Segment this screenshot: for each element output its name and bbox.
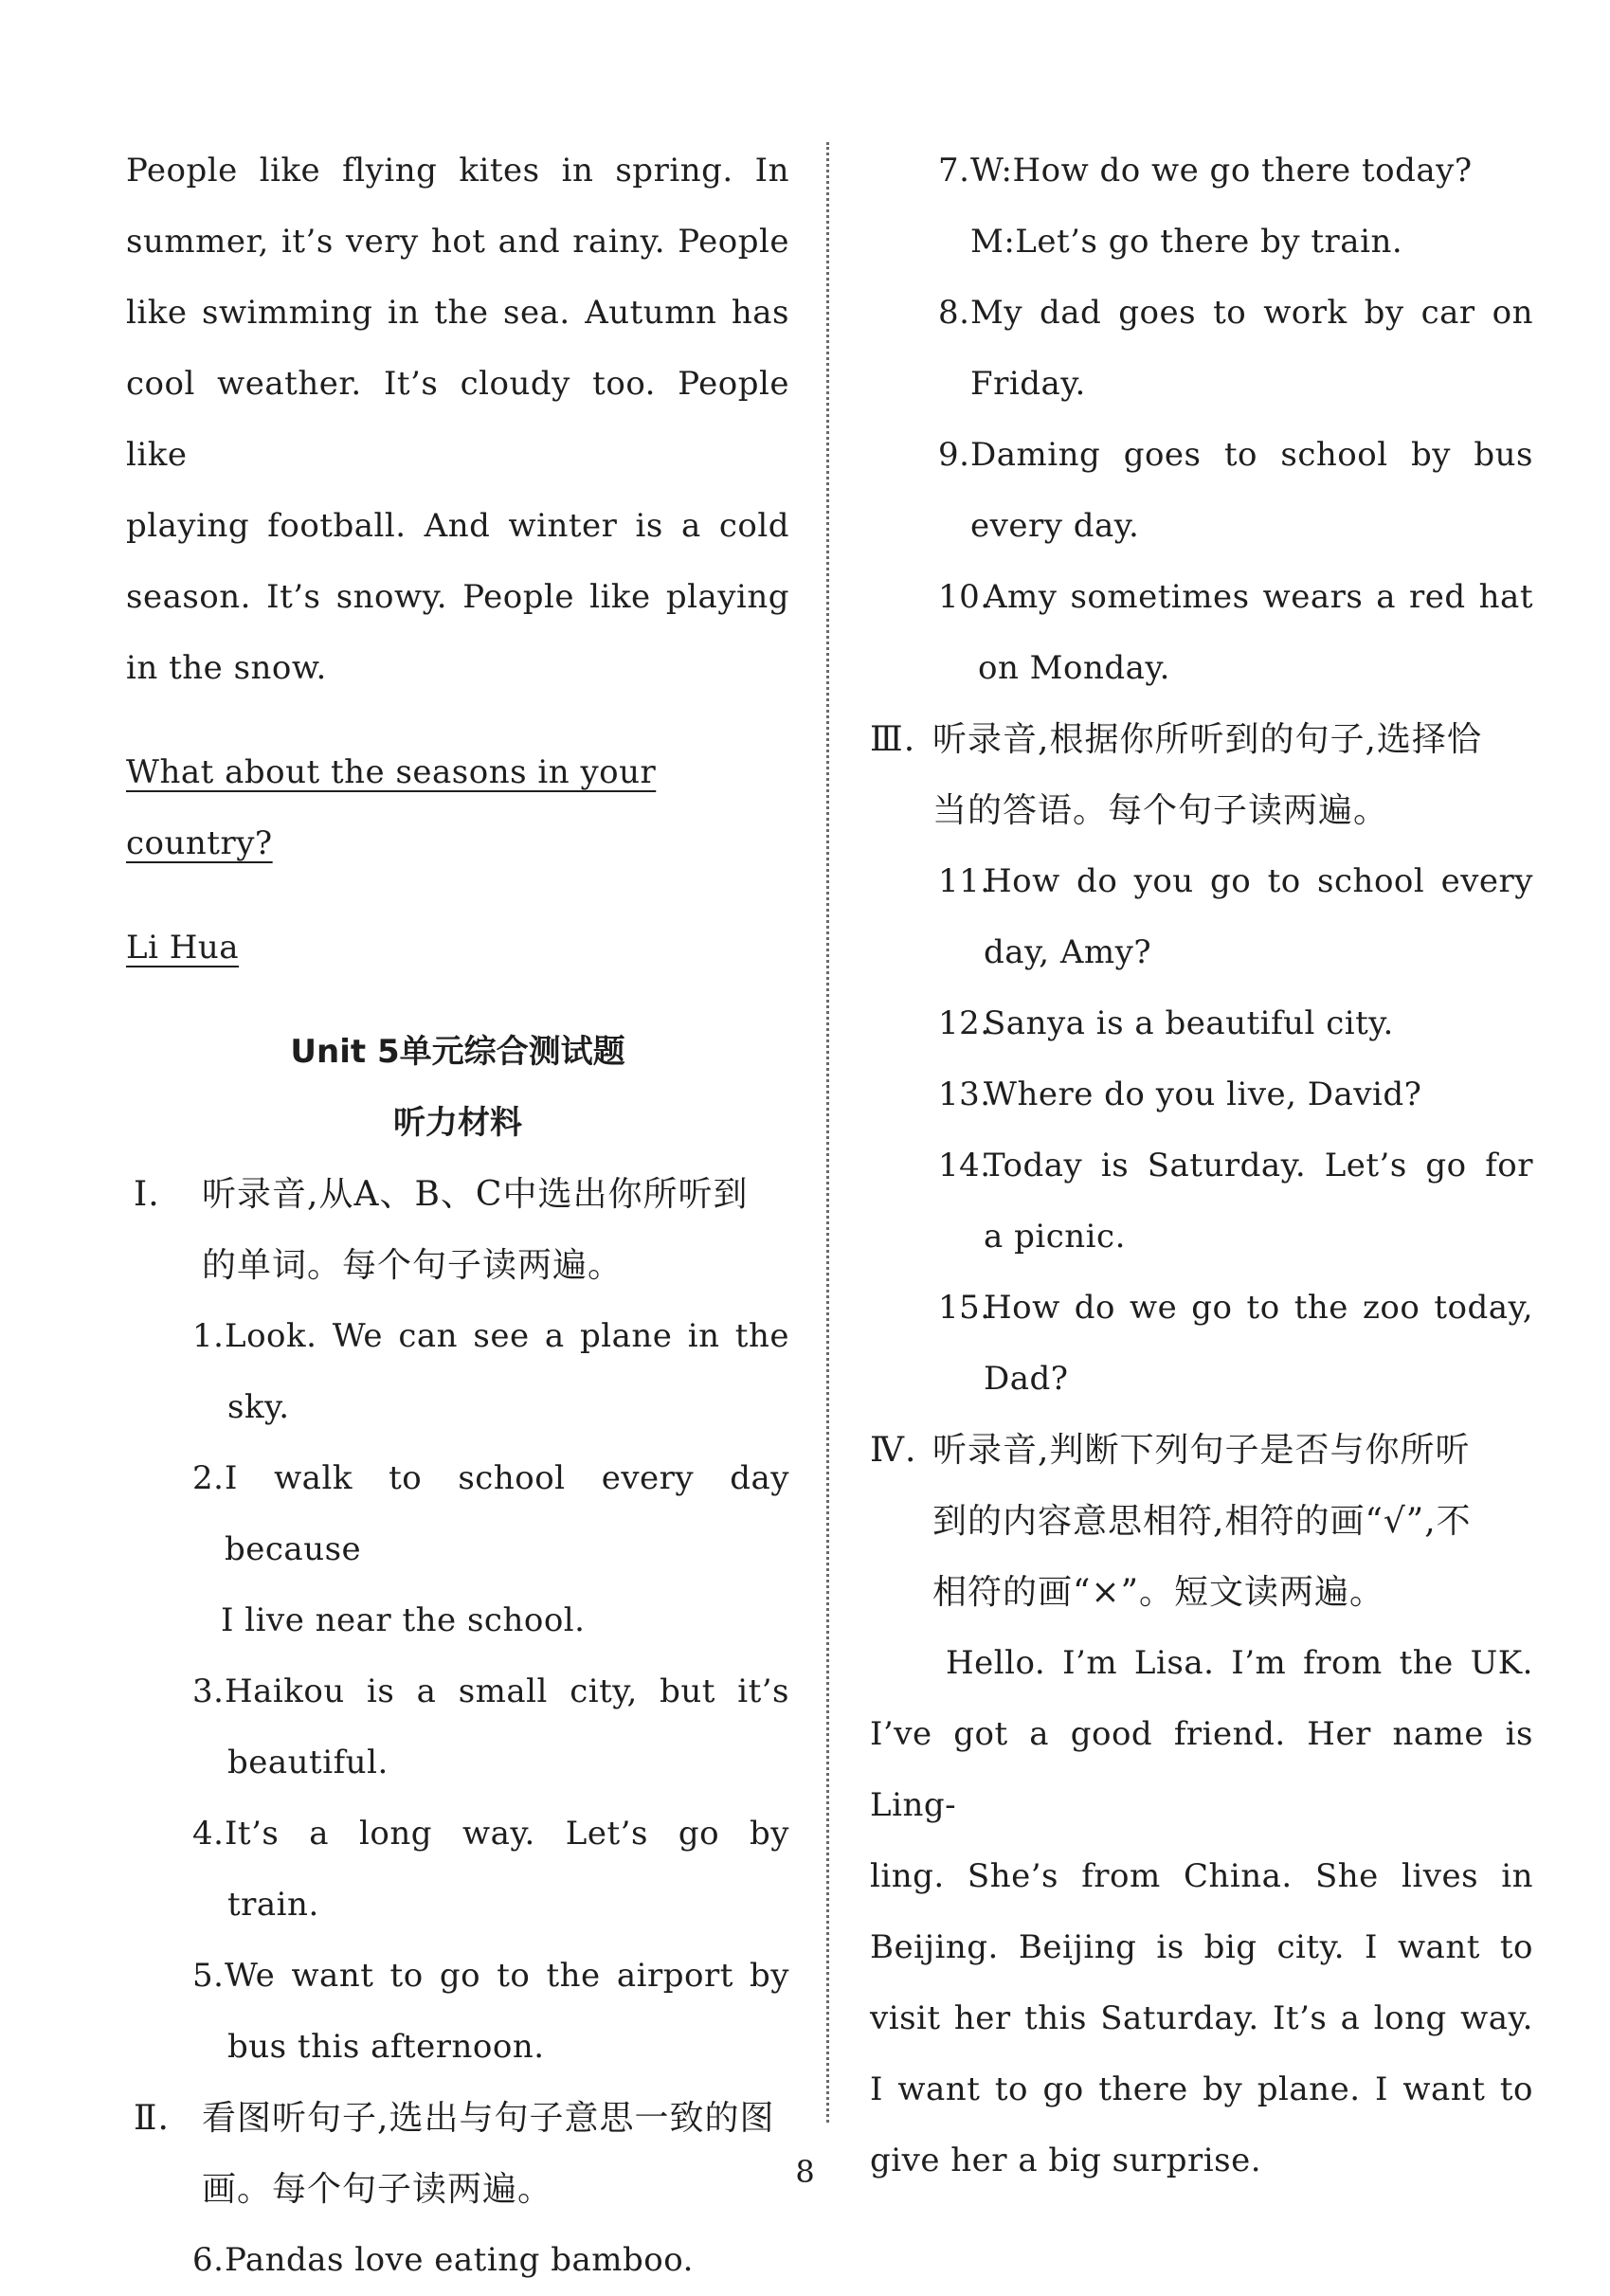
list-item [192, 1443, 789, 1656]
item-line: Where do you live, David? [984, 1076, 1422, 1113]
item-number: 2. [192, 1459, 225, 1497]
signature: Li Hua [126, 929, 240, 967]
item-line: Pandas love eating bamboo. [225, 2241, 694, 2279]
section-4-heading [870, 1415, 1533, 1628]
list-item [192, 1799, 789, 1941]
lisa-paragraph [870, 1628, 1533, 2197]
para-line: in the snow. [126, 649, 327, 687]
item-line: Dad? [984, 1360, 1069, 1398]
item-number: 1. [192, 1317, 225, 1355]
list-item [938, 1273, 1533, 1415]
list-item [938, 988, 1533, 1059]
item-number: 9. [938, 436, 970, 474]
section-number: Ⅰ. [134, 1175, 160, 1214]
item-number: 11. [938, 862, 991, 900]
item-line: beautiful. [227, 1744, 389, 1781]
item-number: 5. [192, 1957, 225, 1995]
instruction-line: 听录音,从A、B、C中选出你所听到 [202, 1175, 749, 1214]
signature-line [126, 913, 789, 984]
para-line: summer, it’s very hot and rainy. People [126, 223, 789, 261]
para-line: give her a big surprise. [870, 2142, 1262, 2179]
para-line: playing football. And winter is a cold [126, 507, 789, 545]
item-line: train. [227, 1886, 319, 1924]
item-line: Haikou is a small city, but it’s [225, 1672, 789, 1710]
item-number: 8. [938, 294, 970, 332]
list-item [192, 2225, 789, 2296]
item-line: It’s a long way. Let’s go by [225, 1815, 789, 1853]
item-number: 4. [192, 1815, 225, 1853]
item-line: bus this afternoon. [227, 2028, 545, 2066]
section-instruction [870, 1415, 1533, 1628]
item-line: Amy sometimes wears a red hat [984, 578, 1533, 616]
item-line: Friday. [970, 365, 1086, 403]
list-item [938, 846, 1533, 988]
list-item [192, 1656, 789, 1799]
para-line: like swimming in the sea. Autumn has [126, 294, 789, 332]
para-line: I want to go there by plane. I want to [870, 2070, 1533, 2108]
list-item [938, 562, 1533, 704]
left-column [126, 136, 789, 2296]
instruction-line: 看图听句子,选出与句子意思一致的图 [202, 2099, 775, 2138]
item-number: 14. [938, 1147, 991, 1184]
section-3-items [938, 846, 1533, 1415]
item-number: 12. [938, 1004, 991, 1042]
item-line: How do we go to the zoo today, [984, 1289, 1533, 1327]
item-line: every day. [970, 507, 1140, 545]
para-line: I’ve got a good friend. Her name is Ling- [870, 1715, 1533, 1824]
season-paragraph [126, 136, 789, 704]
instruction-line: 相符的画“×”。短文读两遍。 [932, 1573, 1384, 1612]
item-number: 6. [192, 2241, 225, 2279]
right-column [870, 136, 1533, 2197]
section-number: Ⅲ. [870, 720, 916, 759]
instruction-line: 当的答语。每个句子读两遍。 [932, 791, 1389, 830]
section-instruction [134, 1159, 789, 1301]
instruction-line: 到的内容意思相符,相符的画“√”,不 [932, 1502, 1472, 1541]
para-line: season. It’s snowy. People like playing [126, 578, 789, 616]
para-line: visit her this Saturday. It’s a long way. [870, 1999, 1533, 2037]
section-1-items [192, 1301, 789, 2083]
listening-title: 听力材料 [393, 1104, 522, 1142]
list-item [192, 1941, 789, 2083]
question-text: What about the seasons in your country? [126, 753, 657, 862]
instruction-line: 听录音,判断下列句子是否与你所听 [932, 1431, 1471, 1470]
page-number: 8 [795, 2154, 815, 2190]
item-line: Daming goes to school by bus [970, 436, 1533, 474]
para-line: People like flying kites in spring. In [126, 152, 789, 190]
item-number: 3. [192, 1672, 225, 1710]
section-3-heading [870, 704, 1533, 846]
unit-title: Unit 5单元综合测试题 [290, 1033, 625, 1071]
item-line: Today is Saturday. Let’s go for [984, 1147, 1533, 1184]
item-number: 15. [938, 1289, 991, 1327]
item-line: W:How do we go there today? [970, 152, 1473, 190]
para-line: cool weather. It’s cloudy too. People like [126, 365, 789, 474]
para-line: Hello. I’m Lisa. I’m from the UK. [946, 1644, 1533, 1682]
item-line: I walk to school every day because [225, 1459, 789, 1568]
item-number: 13. [938, 1076, 991, 1113]
item-line: on Monday. [978, 649, 1170, 687]
list-item [938, 136, 1533, 278]
instruction-line: 画。每个句子读两遍。 [202, 2170, 553, 2209]
list-item [938, 278, 1533, 420]
item-line: M:Let’s go there by train. [970, 223, 1403, 261]
item-line: How do you go to school every [984, 862, 1533, 900]
section-number: Ⅳ. [870, 1431, 917, 1470]
item-line: We want to go to the airport by [225, 1957, 789, 1995]
item-line: a picnic. [984, 1218, 1126, 1256]
section-1-heading [134, 1159, 789, 1301]
item-line: I live near the school. [221, 1601, 586, 1639]
item-number: 7. [938, 152, 970, 190]
item-line: sky. [227, 1388, 290, 1426]
section-2-items [192, 2225, 789, 2296]
column-divider [826, 142, 829, 2123]
para-line: Beijing. Beijing is big city. I want to [870, 1928, 1533, 1966]
item-number: 10. [938, 578, 991, 616]
section-instruction [870, 704, 1533, 846]
section-2-items-cont [938, 136, 1533, 704]
instruction-line: 听录音,根据你所听到的句子,选择恰 [932, 720, 1482, 759]
section-number: Ⅱ. [134, 2099, 170, 2138]
list-item [938, 1059, 1533, 1130]
item-line: Look. We can see a plane in the [225, 1317, 789, 1355]
question-line [126, 737, 789, 879]
list-item [938, 1130, 1533, 1273]
list-item [192, 1301, 789, 1443]
para-line: ling. She’s from China. She lives in [870, 1857, 1533, 1895]
item-line: day, Amy? [984, 933, 1152, 971]
list-item [938, 420, 1533, 562]
item-line: Sanya is a beautiful city. [984, 1004, 1394, 1042]
item-line: My dad goes to work by car on [970, 294, 1533, 332]
instruction-line: 的单词。每个句子读两遍。 [202, 1246, 624, 1285]
